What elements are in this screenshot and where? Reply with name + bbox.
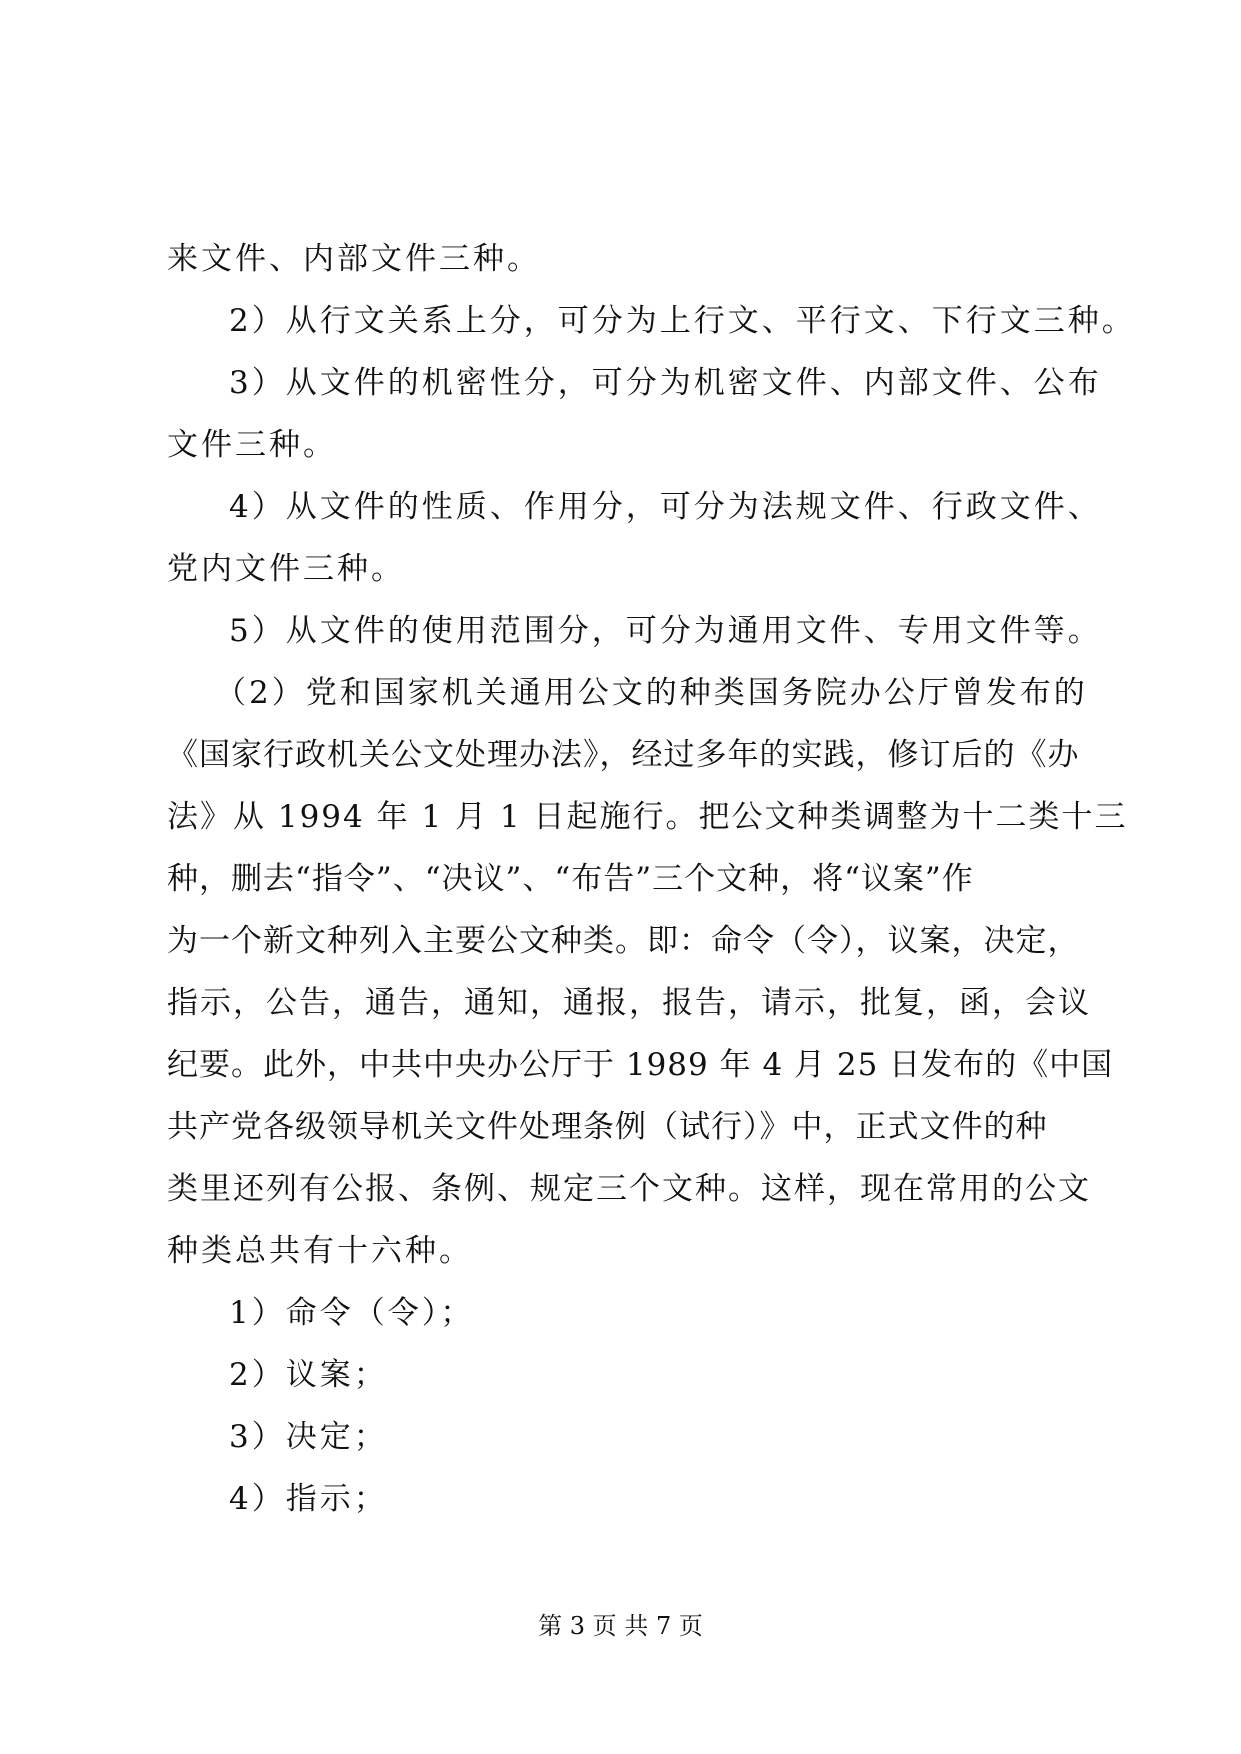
text-line: 纪要。此外，中共中央办公厅于 1989 年 4 月 25 日发布的《中国 <box>167 1047 1114 1083</box>
text-line: 为一个新文种列入主要公文种类。即：命令（令），议案，决定， <box>167 923 1080 959</box>
page-number-footer: 第 3 页 共 7 页 <box>538 1612 703 1640</box>
text-line: 2）从行文关系上分，可分为上行文、平行文、下行文三种。 <box>229 303 1136 339</box>
text-line: 类里还列有公报、条例、规定三个文种。这样，现在常用的公文 <box>167 1171 1091 1207</box>
text-line: 种类总共有十六种。 <box>167 1233 473 1269</box>
text-line: 3）从文件的机密性分，可分为机密文件、内部文件、公布 <box>229 365 1102 401</box>
text-line: （2）党和国家机关通用公文的种类国务院办公厅曾发布的 <box>215 675 1088 711</box>
text-line: 党内文件三种。 <box>167 551 405 587</box>
text-line: 4）从文件的性质、作用分，可分为法规文件、行政文件、 <box>229 489 1102 525</box>
text-line: 《国家行政机关公文处理办法》，经过多年的实践，修订后的《办 <box>167 737 1080 773</box>
text-line: 5）从文件的使用范围分，可分为通用文件、专用文件等。 <box>229 613 1102 649</box>
text-line: 共产党各级领导机关文件处理条例（试行）》中，正式文件的种 <box>167 1109 1048 1145</box>
text-line: 文件三种。 <box>167 427 337 463</box>
text-line: 来文件、内部文件三种。 <box>167 241 541 277</box>
text-line: 种，删去“指令”、“决议”、“布告”三个文种，将“议案”作 <box>167 861 974 897</box>
text-line: 指示，公告，通告，通知，通报，报告，请示，批复，函，会议 <box>167 985 1091 1021</box>
list-item: 1）命令（令）； <box>229 1295 475 1331</box>
list-item: 3）决定； <box>229 1419 388 1455</box>
text-line: 法》从 1994 年 1 月 1 日起施行。把公文种类调整为十二类十三 <box>167 799 1128 835</box>
list-item: 4）指示； <box>229 1481 388 1517</box>
body-text <box>167 228 1136 1530</box>
list-item: 2）议案； <box>229 1357 388 1393</box>
